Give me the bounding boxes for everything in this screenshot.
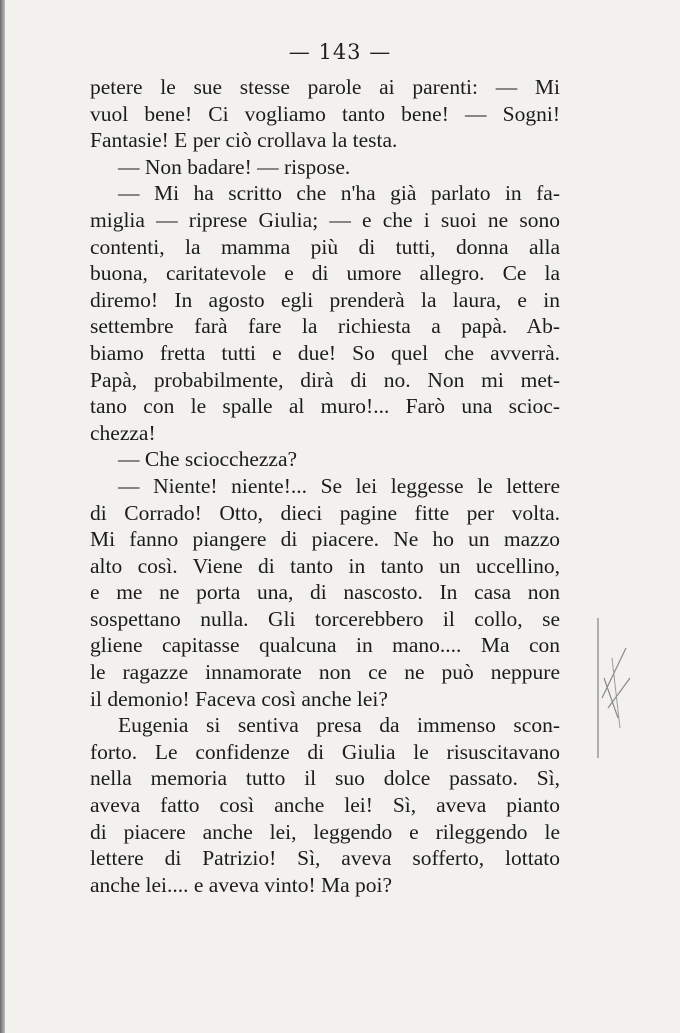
text-line: di Corrado! Otto, dieci pagine fitte per volta.: [90, 500, 560, 525]
text-line: gliene capitasse qualcuna in mano.... Ma con: [90, 633, 560, 658]
text-line: miglia — riprese Giulia; — e che i suoi ne sono: [90, 207, 560, 232]
text-line: diremo! In agosto egli prenderà la laura, e in: [90, 287, 560, 312]
text-line: chezza!: [90, 420, 156, 445]
text-line: biamo fretta tutti e due! So quel che avverrà.: [90, 340, 560, 365]
text-line: settembre farà fare la richiesta a papà. Ab-: [90, 314, 560, 339]
text-line: forto. Le confidenze di Giulia le risuscitavano: [90, 739, 560, 764]
text-line: Mi fanno piangere di piacere. Ne ho un mazzo: [90, 527, 560, 552]
text-line: — Che sciocchezza?: [118, 447, 298, 472]
text-line: — Niente! niente!... Se lei leggesse le lettere: [118, 473, 560, 498]
text-line: vuol bene! Ci vogliamo tanto bene! — Sogni!: [90, 101, 560, 126]
text-line: Eugenia si sentiva presa da immenso scon-: [118, 713, 560, 738]
text-line: tano con le spalle al muro!... Farò una scioc-: [90, 394, 560, 419]
text-line: alto così. Viene di tanto in tanto un uccellino,: [90, 553, 560, 578]
text-line: — Mi ha scritto che n'ha già parlato in fa-: [118, 181, 560, 206]
text-line: lettere di Patrizio! Sì, aveva sofferto, lottato: [90, 846, 560, 871]
text-line: aveva fatto così anche lei! Sì, aveva pianto: [90, 793, 560, 818]
text-line: sospettano nulla. Gli torcerebbero il collo, se: [90, 606, 560, 631]
text-line: di piacere anche lei, leggendo e rileggendo le: [90, 819, 560, 844]
text-line: e me ne porta una, di nascosto. In casa non: [90, 580, 560, 605]
text-line: le ragazze innamorate non ce ne può neppure: [90, 660, 560, 685]
text-line: Papà, probabilmente, dirà di no. Non mi met-: [90, 367, 560, 392]
text-line: petere le sue stesse parole ai parenti: — Mi: [90, 75, 560, 99]
pencil-margin-mark-icon: [590, 618, 640, 768]
text-line: il demonio! Faceva così anche lei?: [90, 686, 388, 711]
text-line: nella memoria tutto il suo dolce passato. Sì,: [90, 766, 560, 791]
text-line: anche lei.... e aveva vinto! Ma poi?: [90, 872, 393, 897]
page-number: — 143 —: [288, 40, 392, 64]
text-line: Fantasie! E per ciò crollava la testa.: [90, 128, 398, 153]
body-text: [90, 74, 560, 898]
page-binding-edge: [0, 0, 5, 1033]
text-line: contenti, la mamma più di tutti, donna alla: [90, 234, 560, 259]
text-line: buona, caritatevole e di umore allegro. Ce la: [90, 261, 560, 286]
text-line: — Non badare! — rispose.: [118, 154, 351, 179]
